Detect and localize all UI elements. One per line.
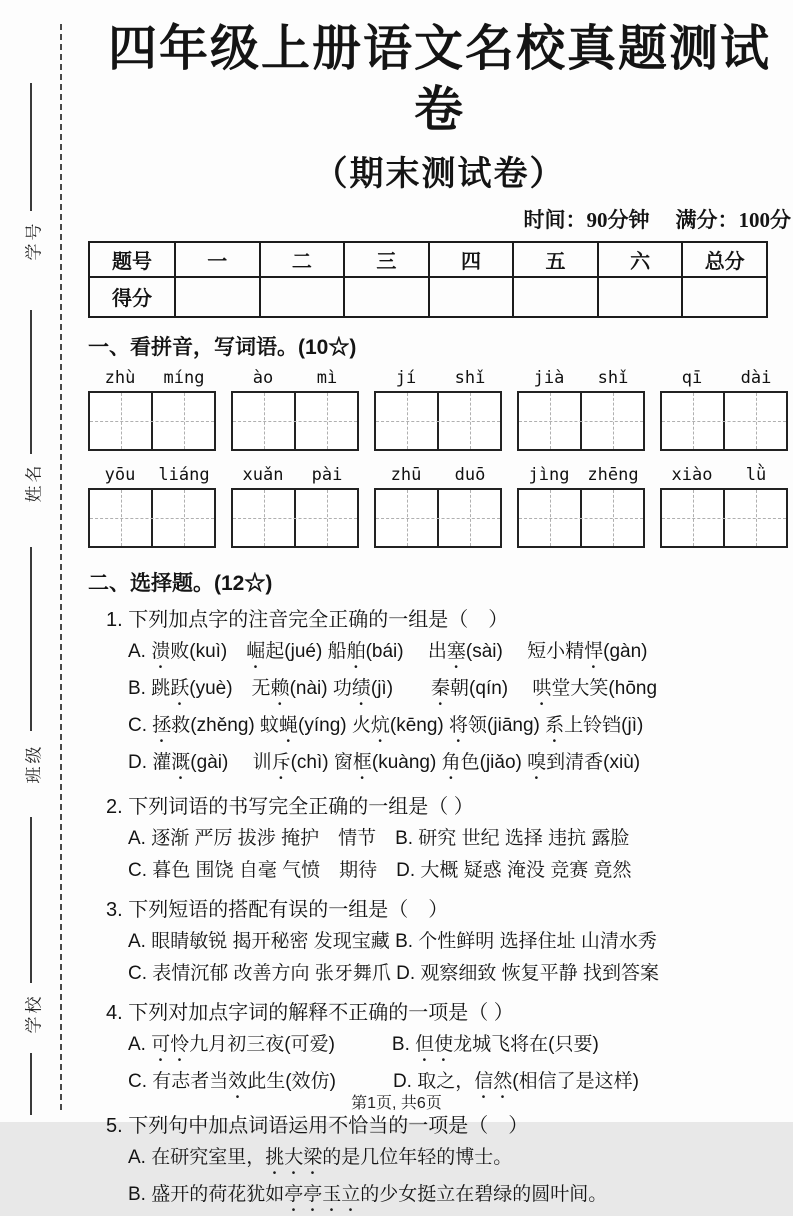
pinyin-syllable: xuǎn xyxy=(242,464,284,485)
grid-cell xyxy=(580,490,643,546)
pinyin-word-group xyxy=(374,465,502,548)
writing-grid xyxy=(517,488,645,548)
total-score-header: 总分 xyxy=(682,242,767,277)
pinyin-row-1 xyxy=(88,368,791,451)
writing-grid xyxy=(231,488,359,548)
pinyin-syllable: dài xyxy=(740,367,772,388)
question-3 xyxy=(88,896,791,990)
question-stem: 5. 下列句中加点词语运用不恰当的一项是（ ） xyxy=(106,1114,529,1137)
pinyin-word-group xyxy=(517,368,645,451)
grid-cell xyxy=(151,393,214,449)
blank-line xyxy=(30,547,32,731)
col-header: 二 xyxy=(260,242,345,277)
writing-grid xyxy=(88,488,216,548)
pinyin-syllable: qī xyxy=(681,367,703,388)
section2-heading: 二、选择题。(12☆) xyxy=(88,571,273,595)
grid-cell xyxy=(519,490,580,546)
writing-grid xyxy=(660,488,788,548)
col-header: 六 xyxy=(598,242,683,277)
score-cell xyxy=(175,277,260,317)
grid-cell xyxy=(90,393,151,449)
grid-cell xyxy=(233,490,294,546)
class-label: 班级 xyxy=(24,743,44,784)
question-stem: 4. 下列对加点字词的解释不正确的一项是（ ） xyxy=(106,1001,514,1024)
grid-cell xyxy=(151,490,214,546)
pinyin-syllable: yōu xyxy=(104,464,136,485)
grid-cell xyxy=(662,393,723,449)
pinyin-syllable: míng xyxy=(163,367,205,388)
page-title: 四年级上册语文名校真题测试卷 xyxy=(107,21,771,138)
score-cell xyxy=(513,277,598,317)
blank-line xyxy=(30,310,32,454)
pinyin-syllable: jìng xyxy=(528,464,570,485)
pinyin-syllable: xiào xyxy=(671,464,713,485)
pinyin-row-2 xyxy=(88,465,791,548)
writing-grid xyxy=(517,391,645,451)
pinyin-syllable: liáng xyxy=(158,464,210,485)
pinyin-word-group xyxy=(231,368,359,451)
grid-cell xyxy=(519,393,580,449)
score-cell xyxy=(598,277,683,317)
blank-line xyxy=(30,817,32,983)
section1-heading: 一、看拼音，写词语。(10☆) xyxy=(88,335,357,359)
pinyin-word-group xyxy=(517,465,645,548)
student-name-label: 姓名 xyxy=(24,462,44,503)
option-line: C. 暮色 围饶 自毫 气愤 期待 D. 大概 疑惑 淹没 竞赛 竟然 xyxy=(128,859,632,881)
blank-line xyxy=(30,83,32,211)
grid-cell xyxy=(723,393,786,449)
grid-cell xyxy=(723,490,786,546)
score-table-header-row xyxy=(89,242,767,277)
option-line: B. 盛开的荷花犹如亭亭玉立的少女挺立在碧绿的圆叶间。 xyxy=(128,1183,608,1205)
grid-cell xyxy=(233,393,294,449)
writing-grid xyxy=(660,391,788,451)
writing-grid xyxy=(374,391,502,451)
score-table xyxy=(88,241,768,318)
pinyin-syllable: shǐ xyxy=(597,367,629,388)
pinyin-word-group xyxy=(231,465,359,548)
col-header: 一 xyxy=(175,242,260,277)
col-header: 四 xyxy=(429,242,514,277)
exam-content xyxy=(88,0,791,1216)
pinyin-syllable: zhù xyxy=(104,367,136,388)
col-header: 三 xyxy=(344,242,429,277)
question-stem: 1. 下列加点字的注音完全正确的一组是（ ） xyxy=(106,608,509,631)
grid-cell xyxy=(662,490,723,546)
question-stem: 2. 下列词语的书写完全正确的一组是（ ） xyxy=(106,795,474,818)
pinyin-word-group xyxy=(88,368,216,451)
exam-info xyxy=(88,204,791,234)
pinyin-syllable: shǐ xyxy=(454,367,486,388)
time-limit: 时间：90分钟 xyxy=(523,207,650,232)
full-score: 满分：100分 xyxy=(675,207,791,232)
question-number-header: 题号 xyxy=(89,242,175,277)
score-row-label: 得分 xyxy=(89,277,175,317)
score-cell xyxy=(682,277,767,317)
option-line: A. 逐渐 严厉 拔涉 掩护 情节 B. 研究 世纪 选择 违抗 露脸 xyxy=(128,827,630,849)
score-cell xyxy=(429,277,514,317)
option-line: C. 有志者当效此生(效仿) D. 取之，信然(相信了是这样) xyxy=(128,1070,639,1092)
pinyin-word-group xyxy=(660,465,788,548)
option-line: A. 在研究室里，挑大梁的是几位年轻的博士。 xyxy=(128,1146,513,1168)
option-line: A. 溃败(kuì) 崛起(jué) 船舶(bái) 出塞(sài) 短小精悍(gàn) xyxy=(128,640,648,662)
question-1 xyxy=(88,606,791,784)
score-cell xyxy=(260,277,345,317)
grid-cell xyxy=(294,393,357,449)
writing-grid xyxy=(374,488,502,548)
grid-cell xyxy=(580,393,643,449)
option-line: A. 可怜九月初三夜(可爱) B. 但使龙城飞将在(只要) xyxy=(128,1033,599,1055)
student-id-label: 学号 xyxy=(24,220,44,261)
pinyin-syllable: zhū xyxy=(390,464,422,485)
option-line: D. 灌溉(gài) 训斥(chì) 窗框(kuàng) 角色(jiǎo) 嗅到清香(xiù) xyxy=(128,751,641,773)
pinyin-word-group xyxy=(374,368,502,451)
grid-cell xyxy=(294,490,357,546)
page-number: 第1页, 共6页 xyxy=(351,1095,442,1112)
question-5 xyxy=(88,1112,791,1216)
pinyin-syllable: mì xyxy=(316,367,338,388)
school-label: 学校 xyxy=(24,993,44,1034)
col-header: 五 xyxy=(513,242,598,277)
pinyin-syllable: zhēng xyxy=(587,464,639,485)
grid-cell xyxy=(376,490,437,546)
option-line: C. 拯救(zhěng) 蚊蝇(yíng) 火炕(kēng) 将领(jiāng) 系上铃铛(jì) xyxy=(128,714,644,736)
question-stem: 3. 下列短语的搭配有误的一组是（ ） xyxy=(106,898,449,921)
fold-dashed-line xyxy=(60,24,62,1110)
option-line: A. 眼睛敏锐 揭开秘密 发现宝藏 B. 个性鲜明 选择住址 山清水秀 xyxy=(128,930,657,952)
grid-cell xyxy=(437,490,500,546)
writing-grid xyxy=(88,391,216,451)
page-subtitle: （期末测试卷） xyxy=(313,155,566,193)
question-4 xyxy=(88,999,791,1103)
option-line: B. 跳跃(yuè) 无赖(nài) 功绩(jì) 秦朝(qín) 哄堂大笑(hōng xyxy=(128,677,658,699)
pinyin-syllable: jià xyxy=(533,367,565,388)
grid-cell xyxy=(376,393,437,449)
option-line: C. 表情沉郁 改善方向 张牙舞爪 D. 观察细致 恢复平静 找到答案 xyxy=(128,962,659,984)
pinyin-word-group xyxy=(660,368,788,451)
grid-cell xyxy=(90,490,151,546)
grid-cell xyxy=(437,393,500,449)
writing-grid xyxy=(231,391,359,451)
pinyin-syllable: lǜ xyxy=(745,464,767,485)
question-2 xyxy=(88,793,791,887)
pinyin-syllable: ào xyxy=(252,367,274,388)
score-table-score-row xyxy=(89,277,767,317)
pinyin-word-group xyxy=(88,465,216,548)
pinyin-syllable: pài xyxy=(311,464,343,485)
pinyin-syllable: duō xyxy=(454,464,486,485)
pinyin-syllable: jí xyxy=(395,367,417,388)
score-cell xyxy=(344,277,429,317)
